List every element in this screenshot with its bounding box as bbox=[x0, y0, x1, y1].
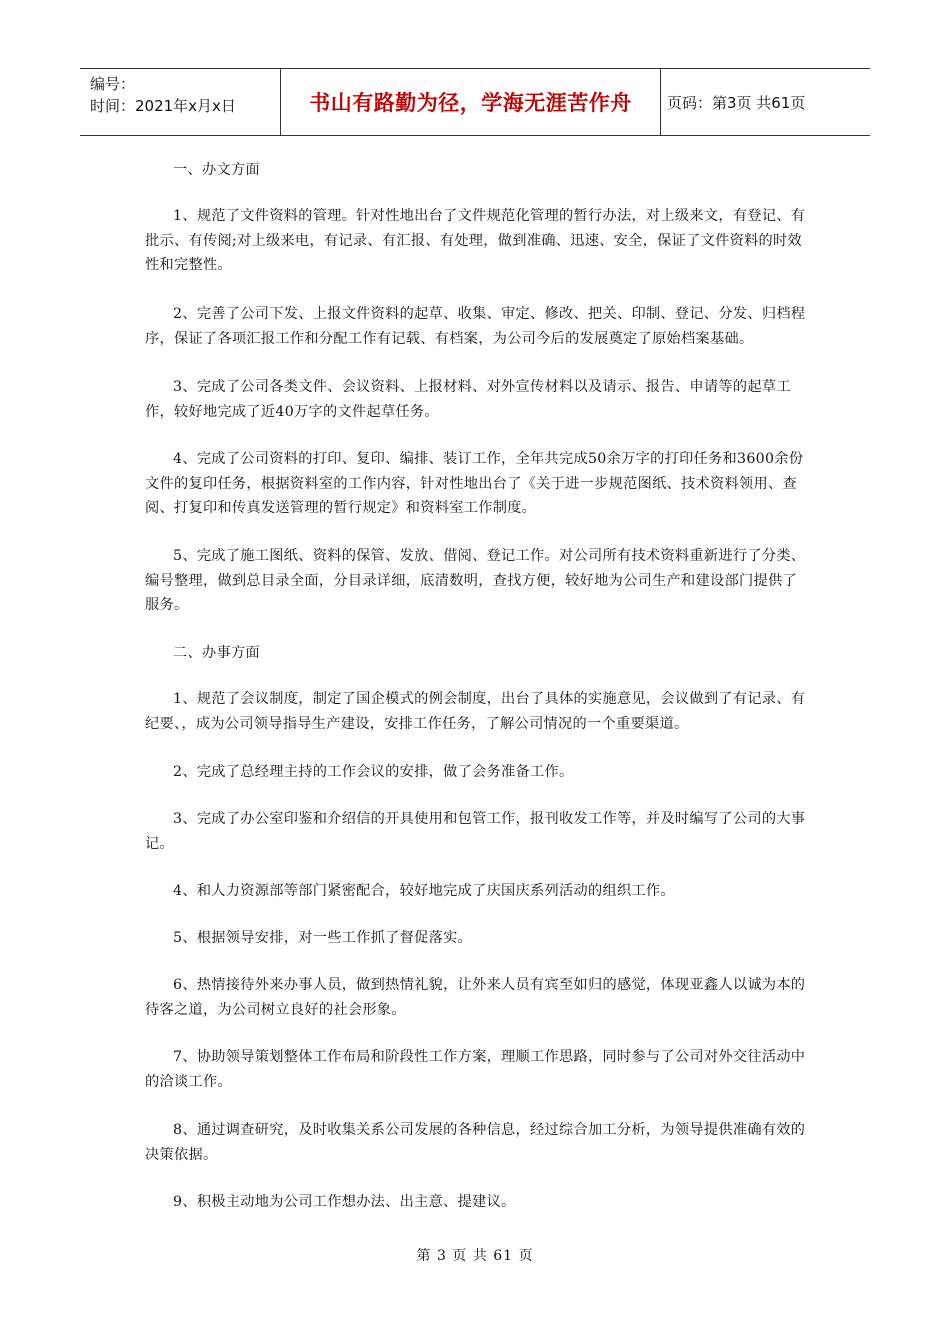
page-header bbox=[80, 68, 870, 136]
page-footer: 第 3 页 共 61 页 bbox=[416, 1248, 534, 1264]
paragraph: 3、完成了办公室印鉴和介绍信的开具使用和包管工作，报刊收发工作等，并及时编写了公司的大事记。 bbox=[145, 811, 806, 852]
paragraph: 5、完成了施工图纸、资料的保管、发放、借阅、登记工作。对公司所有技术资料重新进行了分类、编号整理，做到总目录全面，分目录详细，底清数明，查找方便，较好地为公司生产和建设部门提供了服务。 bbox=[145, 548, 806, 613]
header-page-label: 页码：第3页 共61页 bbox=[667, 93, 806, 112]
paragraph: 1、规范了会议制度，制定了国企模式的例会制度，出台了具体的实施意见，会议做到了有记录、有纪要、，成为公司领导指导生产建设，安排工作任务，了解公司情况的一个重要渠道。 bbox=[145, 691, 806, 732]
paragraph: 3、完成了公司各类文件、会议资料、上报材料、对外宣传材料以及请示、报告、申请等的起草工作，较好地完成了近40万字的文件起草任务。 bbox=[145, 379, 791, 420]
header-motto: 书山有路勤为径，学海无涯苦作舟 bbox=[281, 69, 661, 135]
section-heading: 一、办文方面 bbox=[173, 162, 260, 178]
paragraph: 9、积极主动地为公司工作想办法、出主意、提建议。 bbox=[173, 1194, 516, 1210]
paragraph: 4、和人力资源部等部门紧密配合，较好地完成了庆国庆系列活动的组织工作。 bbox=[173, 883, 675, 899]
paragraph: 6、热情接待外来办事人员，做到热情礼貌，让外来人员有宾至如归的感觉，体现亚鑫人以诚为本的待客之道，为公司树立良好的社会形象。 bbox=[145, 977, 806, 1018]
header-meta bbox=[80, 69, 281, 135]
paragraph: 5、根据领导安排，对一些工作抓了督促落实。 bbox=[173, 930, 473, 946]
paragraph: 1、规范了文件资料的管理。针对性地出台了文件规范化管理的暂行办法，对上级来文，有登记、有批示、有传阅;对上级来电，有记录、有汇报、有处理，做到准确、迅速、安全，保证了文件资料的时效性和完整性。 bbox=[145, 208, 806, 273]
paragraph: 4、完成了公司资料的打印、复印、编排、装订工作，全年共完成50余万字的打印任务和3600余份文件的复印任务，根据资料室的工作内容，针对性地出台了《关于进一步规范图纸、技术资料领用、查阅、打复印和传真发送管理的暂行规定》和资料室工作制度。 bbox=[145, 451, 804, 516]
section-heading: 二、办事方面 bbox=[173, 645, 260, 661]
paragraph: 8、通过调查研究，及时收集关系公司发展的各种信息，经过综合加工分析，为领导提供准确有效的决策依据。 bbox=[145, 1122, 806, 1163]
document-time-label: 时间：2021年x月x日 bbox=[90, 97, 236, 115]
paragraph: 2、完成了总经理主持的工作会议的安排，做了会务准备工作。 bbox=[173, 764, 574, 780]
paragraph: 2、完善了公司下发、上报文件资料的起草、收集、审定、修改、把关、印制、登记、分发、归档程序，保证了各项汇报工作和分配工作有记载、有档案，为公司今后的发展奠定了原始档案基础。 bbox=[145, 306, 806, 347]
paragraph: 7、协助领导策划整体工作布局和阶段性工作方案，理顺工作思路，同时参与了公司对外交往活动中的洽谈工作。 bbox=[145, 1049, 806, 1090]
document-number-label: 编号： bbox=[90, 75, 136, 93]
